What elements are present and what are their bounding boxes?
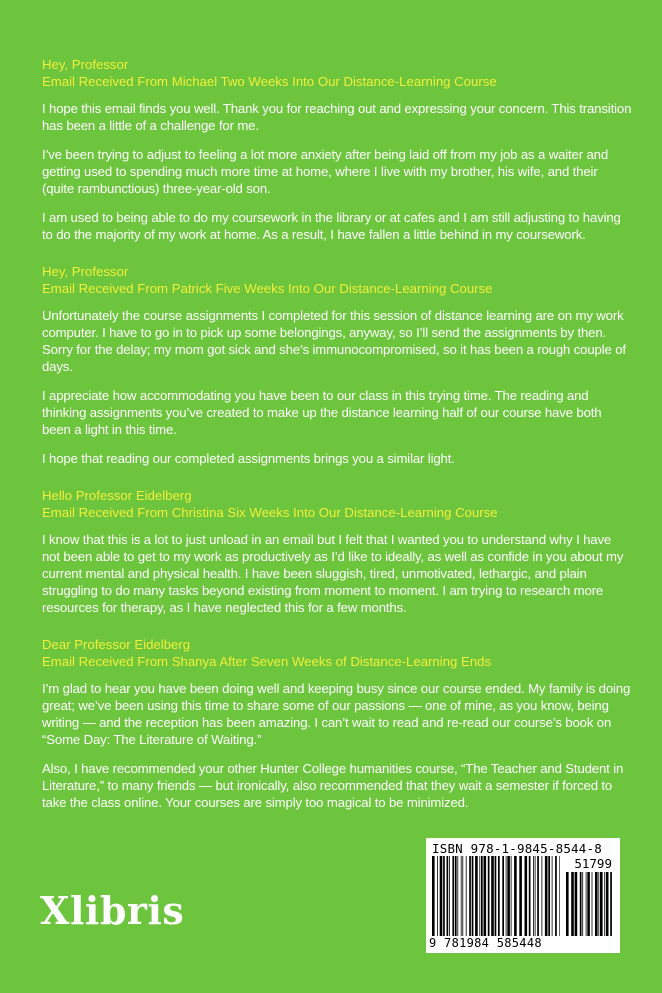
email-header bbox=[42, 56, 632, 90]
barcode-bars-main bbox=[432, 856, 560, 936]
barcode-bar bbox=[555, 856, 557, 936]
barcode-bar bbox=[472, 856, 474, 936]
email-excerpt-1 bbox=[42, 56, 632, 243]
barcode-bar bbox=[514, 856, 517, 936]
barcode-bar bbox=[469, 856, 471, 936]
isbn-barcode bbox=[426, 838, 620, 953]
publisher-logo: Xlibris bbox=[40, 888, 185, 933]
barcode-bar bbox=[452, 856, 454, 936]
email-paragraph: I’ve been trying to adjust to feeling a lot more anxiety after being laid off from my job as a waiter and getting used to spending much more time at home, where I live with my brother, his wife, and their (quite rambunctious) three-year-old son. bbox=[42, 147, 609, 196]
email-salutation: Hey, Professor bbox=[42, 57, 129, 72]
ean-number: 9 781984 585448 bbox=[429, 936, 542, 950]
barcode-bar bbox=[479, 856, 480, 936]
barcode-bar bbox=[606, 872, 609, 936]
barcode-bar bbox=[559, 856, 560, 936]
barcode-bar bbox=[598, 872, 599, 936]
email-paragraph: I hope this email finds you well. Thank you for reaching out and expressing your concern. This transition has been a little of a challenge for me. bbox=[42, 101, 632, 133]
email-subject: Email Received From Christina Six Weeks Into Our Distance-Learning Course bbox=[42, 505, 498, 520]
barcode-bar bbox=[498, 856, 500, 936]
barcode-bar bbox=[529, 856, 531, 936]
barcode-bar bbox=[525, 856, 528, 936]
barcode-bar bbox=[604, 872, 605, 936]
barcode-bar bbox=[488, 856, 490, 936]
email-paragraph: Also, I have recommended your other Hunter College humanities course, “The Teacher and Student in Literature,” to many friends — but ironically, also recommended that they wait a semester if forced to take the class online. Your courses are simply too magical to be minimized. bbox=[42, 761, 624, 810]
email-paragraph: I appreciate how accommodating you have been to our class in this trying time. The reading and thinking assignments you’ve created to make up the distance learning half of our course have both been a light in this time. bbox=[42, 388, 602, 437]
barcode-bar bbox=[592, 872, 593, 936]
email-salutation: Hey, Professor bbox=[42, 264, 129, 279]
barcode-bar bbox=[566, 872, 569, 936]
email-subject: Email Received From Shanya After Seven Weeks of Distance-Learning Ends bbox=[42, 654, 492, 669]
barcode-bar bbox=[571, 872, 574, 936]
barcode-bar bbox=[587, 872, 590, 936]
email-paragraph: I’m glad to hear you have been doing well and keeping busy since our course ended. My family is doing great; we’ve been using this time to share some of our passions — one of mine, as you know, being writing — and the reception has been amazing. I can’t wait to read and re-read our course’s book on “Some Day: The Literature of Waiting.” bbox=[42, 681, 631, 747]
barcode-bar bbox=[507, 856, 510, 936]
barcode-bar bbox=[582, 872, 583, 936]
barcode-bars-addon bbox=[566, 872, 614, 936]
barcode-bar bbox=[475, 856, 478, 936]
email-header bbox=[42, 487, 632, 521]
barcode-bar bbox=[455, 856, 457, 936]
email-subject: Email Received From Michael Two Weeks Into Our Distance-Learning Course bbox=[42, 74, 497, 89]
email-excerpt-4 bbox=[42, 636, 632, 811]
barcode-bar bbox=[437, 856, 438, 936]
barcode-bar bbox=[586, 872, 587, 936]
email-salutation: Hello Professor Eidelberg bbox=[42, 488, 192, 503]
email-paragraph: I hope that reading our completed assignments brings you a similar light. bbox=[42, 451, 455, 466]
barcode-bar bbox=[449, 856, 450, 936]
barcode-bar bbox=[443, 856, 445, 936]
barcode-bar bbox=[542, 856, 543, 936]
back-cover-text bbox=[42, 56, 632, 831]
barcode-bar bbox=[457, 856, 458, 936]
barcode-bar bbox=[600, 872, 603, 936]
barcode-bar bbox=[481, 856, 483, 936]
barcode-bar bbox=[440, 856, 443, 936]
email-paragraph: I know that this is a lot to just unload in an email but I felt that I wanted you to understand why I have not been able to get to my work as productively as I’d like to ideally, as well as confide in you about my current mental and physical health. I have been sluggish, tired, unmotivated, lethargic, and plain struggling to do many tasks beyond existing from moment to moment. I am trying to research more resources for therapy, as I have neglected this for a few months. bbox=[42, 532, 624, 615]
barcode-bar bbox=[537, 856, 539, 936]
barcode-bar bbox=[462, 856, 463, 936]
barcode-bar bbox=[545, 856, 548, 936]
barcode-bar bbox=[552, 856, 553, 936]
barcode-bar bbox=[533, 856, 534, 936]
email-excerpt-3 bbox=[42, 487, 632, 616]
barcode-bar bbox=[580, 872, 582, 936]
email-header bbox=[42, 263, 632, 297]
barcode-bar bbox=[484, 856, 487, 936]
barcode-bar bbox=[491, 856, 494, 936]
barcode-bar bbox=[506, 856, 507, 936]
email-paragraph: Unfortunately the course assignments I completed for this session of distance learning are on my work computer. I have to go in to pick up some belongings, anyway, so I’ll send the assignments by then. Sorry for the delay; my mom got sick and she’s immunocompromised, so it has been a rough couple of days. bbox=[42, 308, 626, 374]
barcode-bar bbox=[575, 872, 578, 936]
barcode-bar bbox=[610, 872, 612, 936]
email-paragraph: I am used to being able to do my coursework in the library or at cafes and I am still adjusting to having to do the majority of my work at home. As a result, I have fallen a little behind in my coursework. bbox=[42, 210, 621, 242]
barcode-bar bbox=[466, 856, 467, 936]
barcode-bar bbox=[432, 856, 435, 936]
barcode-bar bbox=[535, 856, 536, 936]
barcode-bar bbox=[548, 856, 550, 936]
barcode-bar bbox=[495, 856, 497, 936]
barcode-bar bbox=[461, 856, 462, 936]
barcode-bar bbox=[519, 856, 522, 936]
barcode-bar bbox=[502, 856, 504, 936]
email-salutation: Dear Professor Eidelberg bbox=[42, 637, 191, 652]
email-excerpt-2 bbox=[42, 263, 632, 467]
barcode-bar bbox=[511, 856, 512, 936]
email-header bbox=[42, 636, 632, 670]
barcode-bar bbox=[447, 856, 449, 936]
price-code: 51799 bbox=[574, 856, 612, 871]
barcode-bar bbox=[595, 872, 598, 936]
email-subject: Email Received From Patrick Five Weeks Into Our Distance-Learning Course bbox=[42, 281, 493, 296]
isbn-number: ISBN 978-1-9845-8544-8 bbox=[432, 841, 602, 856]
